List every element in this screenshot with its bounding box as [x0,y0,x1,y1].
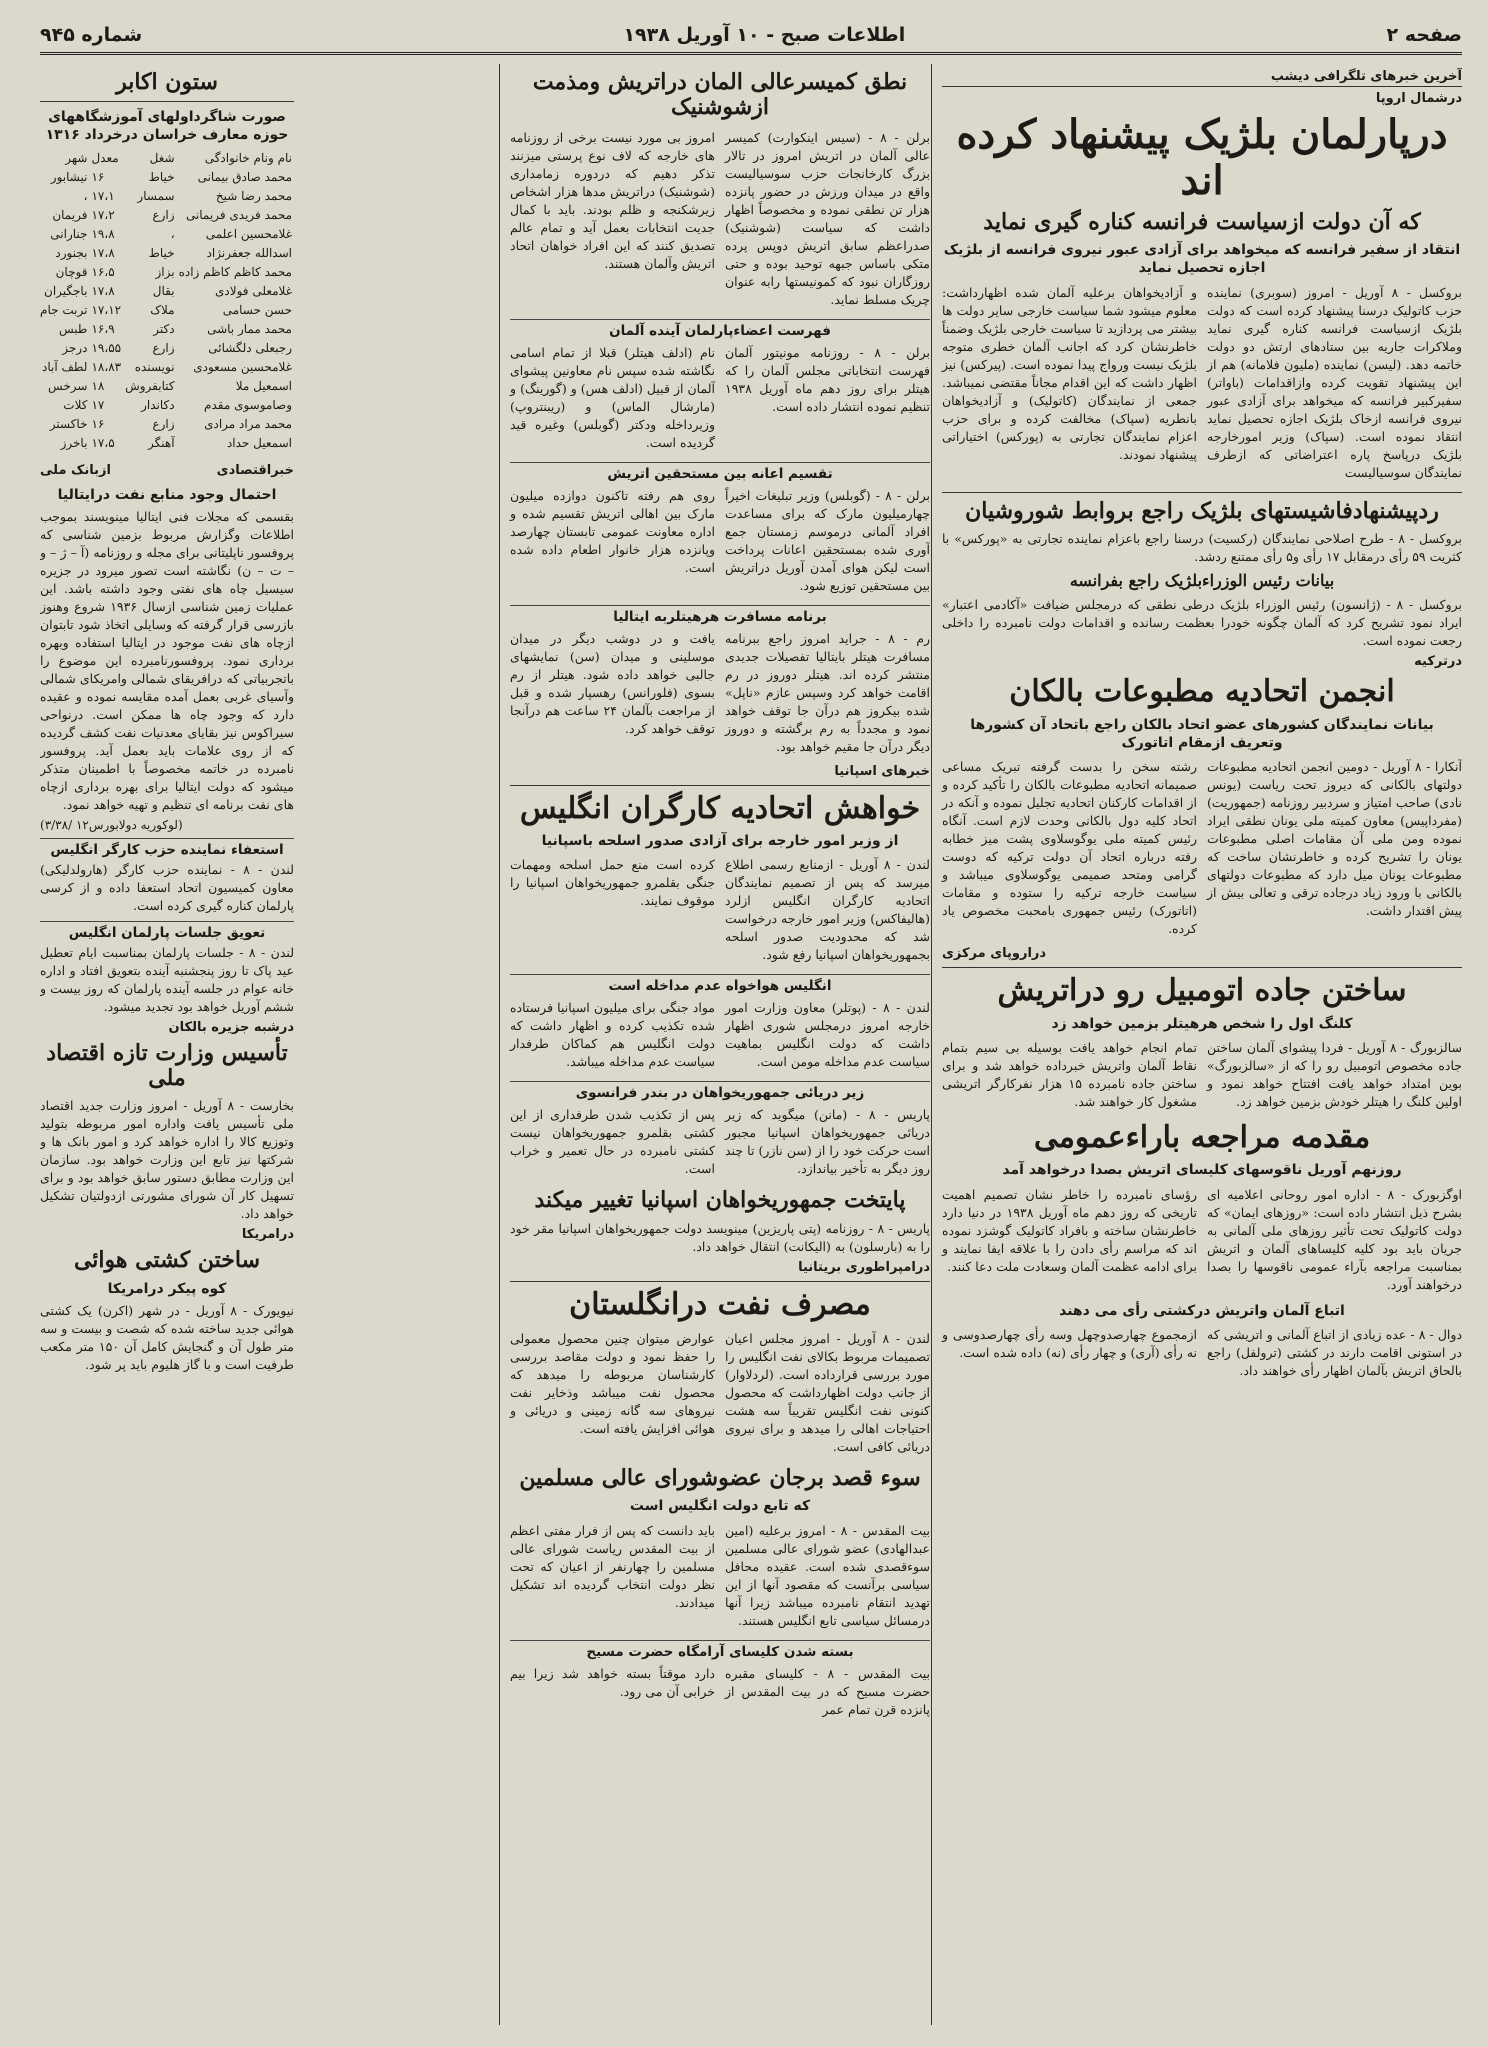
table-row [40,339,294,358]
article-text: دوال - ۸ - عده زیادی از اتباع آلمانی و اتریشی که در استونی اقامت دارند در کشتی (ترولفل) راجع بالحاق اتریش بآلمان اظهار رأی خواهند داد. [1207,1326,1462,1378]
cell-job: ، [170,226,175,241]
cell-job: دکتر [153,321,175,336]
deck-assassination-attempt: که تابع دولت انگلیس است [629,1498,811,1515]
cell-name: محمد ممار باشی [207,321,292,336]
cell-age: ۱۷،۱ [91,188,115,203]
article-text: باید دانست که پس از فرار مفتی اعظم از بیت المقدس ریاست شورای عالی مسلمین را چهارنفر از اعیان که تحت نظر دولت انتخاب گردیده اند تشکیل میدادند. [510,1522,715,1610]
region-label: دراروپای مرکزی [942,946,1047,962]
cell-name: محمد کاظم کاظم زاده [178,264,292,279]
article-text: دارد موقتاً بسته خواهد شد زیرا بیم خرابی آن می رود. [510,1665,715,1699]
article-text: عوارض میتوان چنین محصول معمولی را حفظ نمود و دولت مقاصد بررسی کارشناسان مربوطه را میدهد که محصول نفت میباشد وذخایر نفت نیروهای سه گانه زمینی و دریائی و هوائی افزایش یافته است. [510,1331,715,1437]
cell-job: سمسار [137,188,175,203]
section-label: آخرین خبرهای تلگرافی دیشب [942,67,1462,87]
article-text: بیت المقدس - ۸ - کلیسای مقبره حضرت مسیح که در بیت المقدس از پانزده قرن تمام عمر [725,1665,930,1717]
article-text: رم - ۸ - جراید امروز راجع ببرنامه مسافرت هیتلر بایتالیا تفصیلات جدیدی منتشر کرده اند. هیتلر دوروز در رم اقامت خواهد کرد وسپس عازم «ناپل» شده بیکروز هم درآن جا توقف خواهد نمود و مجدداً به رم برگشته و دوروز دیگر درآن جا مقیم خواهد بود. [725,630,930,754]
cell-job: زارع [152,340,175,355]
cell-name: حسن حسامی [222,302,292,317]
column-europe-news [499,64,930,2025]
section-label: خبراقتصادی [216,462,294,478]
cell-name: غلامحسین اعلمی [205,226,292,241]
table-row [40,263,294,282]
table-row [40,434,294,453]
article-text: روی هم رفته تاکنون دوازده میلیون مارک بین اهالی اتریش تقسیم شده و اداره معاونت عمومی تابستان چهارصد وپانزده هزار خانوار اطعام داده شده است. [510,487,715,575]
article-text: نیویورک - ۸ آوریل - در شهر (اکرن) یک کشتی هوائی جدید ساخته شده که شصت و بیست و سه متر طول آن و گنجایش کامل آن ۱۵۰ متر مکعب طرفیت است و با گاز هلیوم باید پر شود. [40,1302,294,1372]
table-row [40,206,294,225]
cell-age: ۱۷،۵ [91,435,115,450]
cell-city: ، [83,188,88,203]
cell-age: ۱۷،۸ [91,283,115,298]
deck-belgium: انتقاد از سفیر فرانسه که میخواهد برای آزادی عبور نیروی فرانسه از بلژیک اجازه تحصیل نماید [943,242,1461,277]
source-citation: (لوکوریه دولابورس۱۲ /۳/۳۸) [40,817,183,832]
article-text: رشته سخن را بدست گرفته تبریک مساعی صمیمانه اتحادیه مطبوعات بالکان را تأکید کرده و از اقدامات کارکنان اتحادیه تجلیل نموده و آنکه در اتحاد کلیه دول بالکانی وحدت لازم است. آنگاه رئیس کمیته ملی یوگوسلاوی پشت میز خطابه رفته درباره اتحاد آن دولت ترکیه که دوست گرامی ومتحد صمیمی یوگوسلاوی میباشد و سیاست خارجه ترکیه را ستوده و مقامات (اتاتورک) رئیس جمهوری بامحبت مخصوص یاد کرده. [942,759,1197,937]
cell-city: طبس [58,321,88,336]
cell-name: غلامحسین مسعودی [193,359,292,374]
cell-name: رجبعلی دلگشائی [208,340,292,355]
headline-new-ministry: تأسیس وزارت تازه اقتصاد ملی [46,1039,288,1092]
article-text: لندن - ۸ آوریل - ازمنابع رسمی اطلاع میرسد که پس از تصمیم نمایندگان اتحادیه کارگران انگلیس ازلرد (هالیفاکس) وزیر امور خارجه درخواست شد که محدودیت صدور اسلحه بجمهوریخواهان اسپانیا رفع شود. [725,857,930,963]
headline-resignation: استعفاء نماینده حزب کارگر انگلیس [40,838,294,858]
article-text: بخارست - ۸ آوریل - امروز وزارت جدید اقتصاد ملی تأسیس یافت واداره امور مربوطه بتولید وتوزیع کالا را اداره خواهد کرد و امور بانک ها و شرکتها نیز تابع این وزارت خواهد بود. سازمان این وزارت مطابق دستور سابق خواهد بود و برای تسهیل کار آن شورای مشورتی ازدولتیان تشکیل خواهد داد. [40,1098,295,1222]
headline-assassination-attempt: سوء قصد برجان عضوشورای عالی مسلمین [519,1465,921,1492]
subhead-belgium: که آن دولت ازسیاست فرانسه کناره گیری نماید [983,209,1421,235]
headline-balkan-press: انجمن اتحادیه مطبوعات بالکان [1009,674,1395,710]
table-row [40,282,294,301]
headline-italy-oil: احتمال وجود منابع نفت درایتالیا [57,486,277,503]
roster-title: صورت شاگرداولهای آموزشگاههای حوزه معارف خراسان درخرداد ۱۳۱۶ [45,109,289,144]
cell-job: ملاک [150,302,175,317]
cell-age: ۱۸،۸۳ [91,359,122,374]
headline-adjournment: تعویق جلسات پارلمان انگلیس [40,921,294,941]
cell-job: شغل [149,150,175,165]
cell-name: محمد مراد مرادی [204,416,292,431]
cell-name: نام ونام خانوادگی [204,150,292,165]
cell-city: باخرز [60,435,88,450]
cell-age: معدل [91,150,119,165]
article-text: پاریس - ۸ - (مانن) میگوید که زیر دریائی جمهوریخواهان اسپانیا مجبور است حرکت خود را از (سن نازر) تا چند روز دیگر به تأخیر بیاندازد. [725,1107,930,1177]
cell-city: سرخس [48,378,88,393]
cell-job: زارع [152,416,175,431]
region-label: درترکیه [1414,654,1462,670]
article-text: کرده است منع حمل اسلحه ومهمات جنگی بقلمرو جمهوریخواهان اسپانیا را موقوف نمایند. [510,857,715,909]
cell-city: قوچان [55,264,88,279]
cell-age: ۱۷،۸ [91,245,115,260]
table-row [40,377,294,396]
headline-austria-speech: نطق کمیسرعالی المان دراتریش ومذمت ازشوشنیک [532,69,908,121]
article-text: بروکسل - ۸ - (ژانسون) رئیس الوزراء بلژیک درطی نطقی که درمجلس ضیافت «آکادمی اعتبار» ایراد نمود تشریح کرد که آلمان چگونه خودرا بعظمت رسانده و اقدامات دولت نامبرده را داخلی رجعت نموده است. [942,597,1462,649]
cell-name: اسدالله جعفرنژاد [206,245,292,260]
article-text: بروکسل - ۸ آوریل - امروز (سوبری) نماینده حزب کاتولیک درسنا پیشنهاد کرده است که دولت بلژیک ازسیاست فرانسه کناره گیری نماید وملاکرات جاریه بین ستادهای ارتش دو دولت خاتمه دهد. (لیسن) نماینده (ملیون فلامانه) هم از این پیشنهاد تقویت کرده وازاقدامات (باواتر) سفیرکبیر فرانسه که میخواهد برای آزادی عبور نیروی فرانسه ازخاک بلژیک اجازه تحصیل نماید انتقاد نموده است. (سپاک) وزیر امورخارجه بلژیک درپاسخ پاره اعتراضاتی که ازطرف نمایندگان سوسیالیست [1207,284,1462,480]
subhead-non-intervention: انگلیس هواخواه عدم مداخله است [510,974,930,994]
table-row [40,168,294,187]
region-label: درشبه جزیره بالکان [168,1019,294,1035]
article-text: برلن - ۸ - (سیس اینکوارت) کمیسر عالی آلمان در اتریش امروز در تالار بزرگ کارخانجات حزب سوسیالیست واقع در میدان ورزش در حضور پانزده هزار تن نطقی نموده و مخصوصاً اظهار داشت که سیاست (شوشنیک) صدراعظم سابق اتریش دوپس پرده متکی باساس جبهه توحید بوده و حتی روزگاران نبود که کمونیستها رابه عنوان چریک مسلط نماید. [725,129,930,307]
headline-capital-move: پایتخت جمهوریخواهان اسپانیا تغییر میکند [534,1187,906,1214]
cell-name: وصاموسوی مقدم [204,397,292,412]
cell-name: محمد فریدی فریمانی [185,207,292,222]
region-label: درامپراطوری بریتانیا [798,1259,930,1275]
newspaper-date: اطلاعات صبح - ۱۰ آوریل ۱۹۳۸ [623,24,906,46]
article-text: بقسمی که مجلات فنی ایتالیا مینویسند بموجب اطلاعات وگزارش مربوط بزمین شناسی که پروفسور ناپلیتانی برای مجله و روزنامه (آ – ژ – و – ت – ن) نگاشته است تصور میرود در جزیره سیسیل چاه های نفتی وجود داشته باشد. این عملیات زمین شناسی ازسال ۱۹۳۶ شروع وهنوز بازرسی قرار گرفته که وسایلی اتخاذ شود تابتوان ازچاه های نفت موجود در ایتالیا استفاده وبهره برداری نمود. پروفسورنامبرده این موضوع را باتجربیاتی که درافریقای شمالی وامریکای شمالی وآسیای غربی بعمل آمده مقایسه نموده و عقیده دارد که وجود چاه ها ممکن است. درنواحی سیراکوس نیز بقایای معدنیات نفت کشف گردیده که از روی علامات باید بعمل آید. پروفسور نامبرده در خاتمه مخصوصاً با اطمینان متذکر میشود که دولت ایتالیا برای بهره برداری ازچاه های نفت برنامه ای تنظیم و تهیه خواهد نمود. [40,508,294,812]
section-label: ازبانک ملی [40,462,111,478]
headline-fascists: ردپیشنهادفاشیستهای بلژیک راجع بروابط شوروشیان [965,497,1439,524]
article-text: نام (ادلف هیتلر) قبلا از تمام اسامی نگاشته شده سپس نام معاونین پیشوای آلمان از قبیل (ادلف هس) و (گورینگ) و (مارشال الماس) و (ریبنتروپ) وزیرداخله ودکتر (گوبلس) وغیره قید گردیده است. [510,344,715,450]
cell-job: خیاط [148,245,175,260]
article-text: پس از تکذیب شدن طرفداری از این کشتی بقلمرو جمهوریخواهان نیست کشتی نامبرده در حال تعمیر و خراب است. [510,1107,715,1177]
table-row [40,244,294,263]
article-text: رؤسای نامبرده را خاطر نشان تصمیم اهمیت تاریخی که روز دهم ماه آوریل ۱۹۳۸ در دنیا دارد خاطرنشان ساخته و بافراد کاتولیک گوشزد نموده اند که مراسم رأی دادن را با علاقه ایفا نمایند و برای ادامه عظمت آلمان وسعادت ملت دعا کنند. [942,1186,1197,1274]
cell-name: غلامعلی فولادی [215,283,292,298]
article-text: پاریس - ۸ - روزنامه (پتی پاریزین) مینویسد دولت جمهوریخواهان اسپانیا مقر خود را به (بارسلون) به (الیکانت) انتقال خواهد داد. [510,1220,930,1254]
table-row [40,396,294,415]
deck-airship: کوه پیکر درامریکا [107,1280,227,1297]
headline-referendum: مقدمه مراجعه باراءعمومی [1033,1119,1371,1155]
cell-age: ۱۶،۹ [91,321,115,336]
cell-city: فریمان [52,207,88,222]
article-text: لندن - ۸ آوریل - امروز مجلس اعیان تصمیمات مربوط بکالای نفت انگلیس را مورد بررسی قرارداده است. (لردلاوار) از جانب دولت اظهارداشت که محصول کنونی نفت انگلیس تقریباً سه هشت احتیاجات اهالی را میدهد و برای نیروی دریائی کافی است. [725,1331,930,1455]
headline-autobahn: ساختن جاده اتومبیل رو دراتریش [997,973,1407,1009]
cell-job: بزاز [155,264,175,279]
cell-job: کتابفروش [125,378,175,393]
deck-labour-union: از وزیر امور خارجه برای آزادی صدور اسلحه باسپانیا [541,833,899,850]
cell-job: خیاط [148,169,175,184]
table-row [40,225,294,244]
article-text: امروز بی مورد نیست برخی از روزنامه های خارجه که لاف نوع پرستی میزنند تذکر دهیم که دردوره زمامداری (شوشنیک) دراتریش مدها هزار اشخاص زیرشکنجه و ظلم بودند. باید با کمال جدیت انتخابات بعمل آید و تمام عالم تصدیق کنند که این افراد خواهان اتحاد اتریش وآلمان هستند. [510,129,715,271]
deck-balkan-press: بیانات نمایندگان کشورهای عضو اتحاد بالکان راجع باتحاد آن کشورها وتعریف ازمقام اتاتورک [970,716,1434,752]
table-row [40,358,294,377]
cell-city: بجنورد [55,245,88,260]
table-row [40,301,294,320]
cell-city: جنارانی [50,226,88,241]
cell-age: ۱۷،۱۲ [91,302,122,317]
column-world-news [931,64,1462,2025]
cell-name: محمد رضا شیخ [215,188,292,203]
cell-age: ۱۹،۸ [91,226,115,241]
honor-roll-table [40,149,294,453]
article-text: برلن - ۸ - (گوبلس) وزیر تبلیغات اخیراً چهارمیلیون مارک که برای مساعدت افراد آلمانی درموسم زمستان جمع آوری شده بمستحقین اعانات پرداخت است لیکن هوای آمدن آوریل دراتریش بین مستحقین توزیع شود. [725,487,930,593]
cell-city: خاکستر [49,416,88,431]
headline-prime-minister: بیانات رئیس الوزراءبلژیک راجع بفرانسه [1069,570,1335,590]
cell-city: تربت جام [40,302,88,317]
cell-age: ۱۸ [91,378,105,393]
issue-number: شماره ۹۴۵ [40,24,143,46]
headline-ship-vote: اتباع آلمان واتریش درکشتی رأی می دهند [1059,1302,1345,1319]
article-text: بروکسل - ۸ - طرح اصلاحی نمایندگان (رکسیت) درسنا راجع باعزام نماینده تجارتی به «پورکس» با کثریت ۵۹ رأی درمقابل ۱۷ رأی و۵ رأی ممتنع ردشد. [942,530,1462,564]
region-label: درشمال اروپا [1375,91,1462,106]
cell-city: باجگیران [44,283,88,298]
cell-city: لطف آباد [42,359,88,374]
subhead-church-closed: بسته شدن کلیسای آرامگاه حضرت مسیح [510,1640,930,1660]
cell-city: نیشابور [50,169,88,184]
article-text: یافت و در دوشب دیگر در میدان موسلینی و میدان (سن) نمایشهای جالبی خواهد داده شود. هیتلر از رم بسوی (فلورانس) رهسپار شده و قبل از مراجعت بآلمان ۲۴ ساعت هم درآنجا توقف خواهد کرد. [510,630,715,736]
cell-job: زارع [152,207,175,222]
column-misc [40,64,298,2025]
table-row [40,415,294,434]
table-header-row [40,149,294,168]
cell-name: محمد صادق بیمانی [197,169,292,184]
article-text: لندن - ۸ - (پوتلر) معاون وزارت امور خارجه امروز درمجلس شوری اظهار داشت که دولت انگلیس بماهیت سیاست عدم مداخله مومن است. [725,1000,930,1070]
cell-age: ۱۹،۵۵ [91,340,122,355]
article-text: و آزادیخواهان برعلیه آلمان شده اظهارداشت: معلوم میشود شما سیاست خارجی سایر دولت ها بیشتر می پردازید تا سیاست خارجی بلژیک وضمناً خاطرنشان کرد که اجانب آلمان خطری متوجه بلژیک نیست ورواج پیدا نموده است. (پیرکس) نیز اظهار داشت که این اقدام مجاناً مقتضی نمیباشد. جمعی از نمایندگان (کاتولیک) و آزادیخواهان بانطریه (سپاک) مخالفت کرده و برای حزب اعزام نمایندگان تجارتی به (پورکس) اختیاراتی پیشنهاد نمودند. [942,284,1197,462]
article-text: برلن - ۸ - روزنامه مونیتور آلمان فهرست انتخاباتی مجلس آلمان را که هیتلر برای روز دهم ماه آوریل ۱۹۳۸ تنظیم نموده انتشار داده است. [725,344,930,414]
cell-name: اسمعیل حداد [226,435,292,450]
article-text: اوگزبورک - ۸ - اداره امور روحانی اعلامیه ای بشرح ذیل انتشار داده است: «روزهای ایمان» که دولت کاتولیک تحت تأثیر روزهای ملی آلمانی به جریان باید بود کلیه کلیساهای آلمان و اتریش بمناسبت مراجعه بآراء عمومی ناقوسها را بصدا درخواهند آورد. [1207,1186,1462,1292]
subhead-relief: تقسیم اعانه بین مستحقین اتریش [510,462,930,482]
cell-job: نویسنده [134,359,175,374]
article-text: بیت المقدس - ۸ - امروز برعلیه (امین عبدالهادی) عضو شورای عالی مسلمین سوءقصدی شده است. عقیده محافل سیاسی برآنست که مقصود آنها از این تهدید انتقام نامبرده میباشد زیرا آنها درمسائل سیاسی تابع انگلیس هستند. [725,1522,930,1628]
subhead-reichstag: فهرست اعضاءپارلمان آینده آلمان [510,319,930,339]
page-number: صفحه ۲ [1386,24,1462,46]
cell-city: کلات [63,397,88,412]
article-text: سالزبورگ - ۸ آوریل - فردا پیشوای آلمان ساختن جاده مخصوص اتومبیل رو را که از «سالزبورگ» بوین امتداد خواهد یافت افتتاح خواهد نمود و اولین کلنگ را هیتلر خودش بزمین خواهد زد. [1207,1039,1462,1109]
masthead [40,18,1462,55]
subhead-hitler-trip: برنامه مسافرت هرهیتلربه ایتالیا [510,605,930,625]
cell-city: شهر [65,150,88,165]
cell-age: ۱۶ [91,169,105,184]
cell-age: ۱۶ [91,416,105,431]
headline-labour-union: خواهش اتحادیه کارگران انگلیس [519,790,921,826]
headline-belgium: درپارلمان بلژیک پیشنهاد کرده اند [956,111,1448,204]
table-row [40,320,294,339]
deck-autobahn: کلنگ اول را شخص هرهیتلر بزمین خواهد زد [1051,1015,1353,1032]
subhead-submarine: زیر دریائی جمهوریخواهان در بندر فرانسوی [510,1081,930,1101]
article-text: لندن - ۸ - نماینده حزب کارگر (هارولدلیکی) معاون کمیسیون اتحاد استعفا داده و از کرسی پارلمان کناره گیری کرده است. [40,861,294,913]
article-text: مواد جنگی برای میلیون اسپانیا فرستاده شده تکذیب کرده و اظهار داشت که دولت انگلیس هم کماکان طرفدار سیاست عدم مداخله میباشد. [510,1000,715,1070]
cell-job: آهنگر [148,435,175,450]
article-text: آنکارا - ۸ آوریل - دومین انجمن اتحادیه مطبوعات دولتهای بالکانی که دیروز تحت ریاست (یونس نادی) صاحب امتیاز و سردبیر روزنامه (جمهوریت) (مفرداپیس) معاون کمیته ملی یونان نطقی ایراد نموده ومن ملی آن مقامات اصلی مطبوعات یونان را تشریح کرده و خاطرنشان ساخت که مطبوعات یونان میل دارد که مطبوعات دولتهای بالکانی با ورود زیاد درجاده ترقی و تعالی بیش از پیش اقتدار داشت. [1207,759,1462,919]
column-title: ستون اکابر [116,69,218,95]
article-text: ازمجموع چهارصدوچهل وسه رأی چهارصدوسی و نه رأی (آری) و چهار رأی (نه) داده شده است. [942,1326,1197,1360]
cell-age: ۱۷ [91,397,105,412]
cell-name: اسمعیل ملا [235,378,292,393]
headline-oil-consumption: مصرف نفت درانگلستان [569,1286,871,1322]
cell-job: بقال [152,283,175,298]
headline-airship: ساختن کشتی هوائی [73,1247,261,1274]
article-text: تمام انجام خواهد یافت بوسیله بی سیم بتمام نقاط آلمان واتریش خبرداده خواهد شد و برای ساختن جاده نامبرده ۱۵ هزار نفرکارگر اتریشی مشغول کار خواهند شد. [942,1039,1197,1109]
cell-age: ۱۷،۲ [91,207,115,222]
region-label: درامریکا [241,1227,294,1243]
cell-city: درجز [62,340,88,355]
cell-age: ۱۶،۵ [91,264,115,279]
cell-job: دکاندار [141,397,175,412]
table-row [40,187,294,206]
deck-referendum: روزنهم آوریل ناقوسهای کلیسای اتریش بصدا درخواهد آمد [1002,1162,1402,1179]
article-text: لندن - ۸ - جلسات پارلمان بمناسبت ایام تعطیل عید پاک تا روز پنجشنبه آینده بتعویق افتاد و اداره خانه عوام در جلسه آینده پارلمان که روز بیست و ششم آوریل خواهد بود تجدید میشود. [40,944,294,1014]
region-label: خبرهای اسپانیا [834,763,930,779]
